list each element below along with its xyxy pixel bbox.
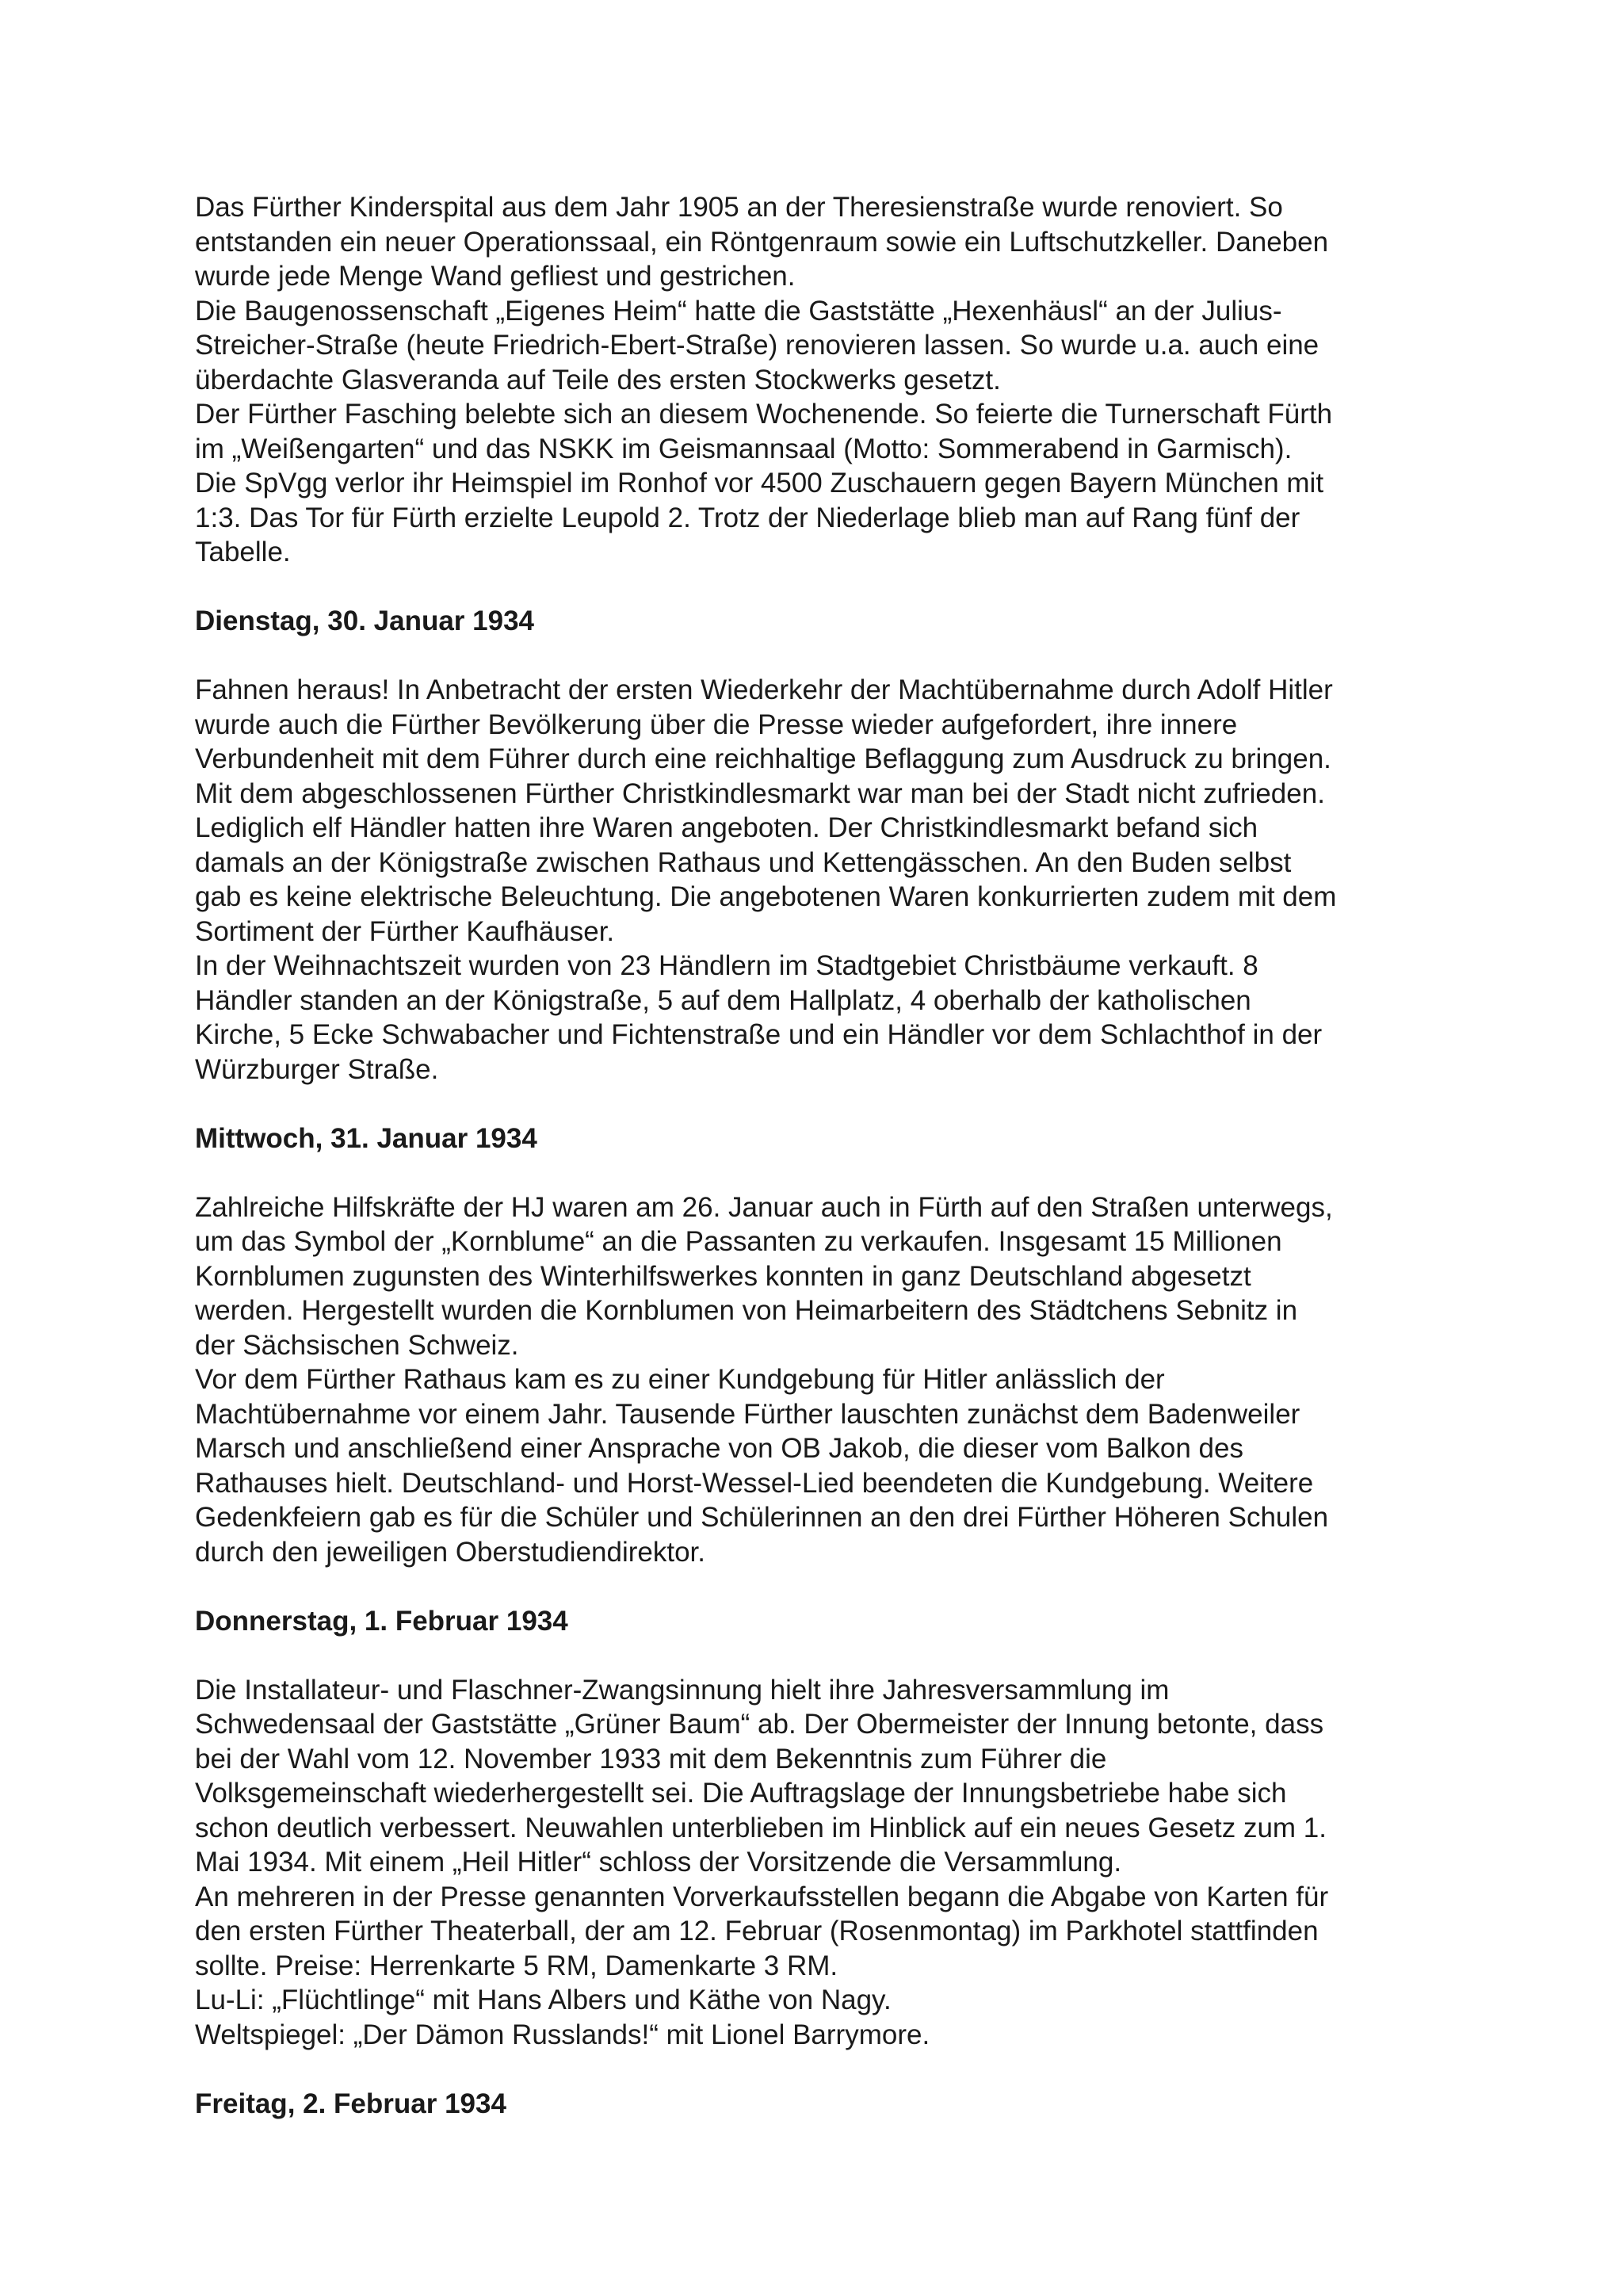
date-heading: Mittwoch, 31. Januar 1934 — [195, 1122, 537, 1154]
section-intro — [195, 190, 1447, 570]
paragraph: Das Fürther Kinderspital aus dem Jahr 1905 an der Theresienstraße wurde renoviert. So entstanden ein neuer Operationssaal, ein Röntgenraum sowie ein Luftschutzkeller. Daneben wurde jede Menge Wand gefliest und gestrichen. — [195, 192, 1329, 292]
section-freitag-2-februar — [195, 2087, 1447, 2122]
paragraph: Zahlreiche Hilfskräfte der HJ waren am 26. Januar auch in Fürth auf den Straßen unterwegs, um das Symbol der „Kornblume“ an die Passanten zu verkaufen. Insgesamt 15 Millionen Kornblumen zugunsten des Winterhilfswerkes konnten in ganz Deutschland abgesetzt werden. Hergestellt wurden die Kornblumen von Heimarbeitern des Städtchens Sebnitz in der Sächsischen Schweiz. — [195, 1191, 1333, 1361]
paragraph: Die Baugenossenschaft „Eigenes Heim“ hatte die Gaststätte „Hexenhäusl“ an der Julius- Streicher-Straße (heute Friedrich-Ebert-Straße) renovieren lassen. So wurde u.a. auch eine überdachte Glasveranda auf Teile des ersten Stockwerks gesetzt. — [195, 295, 1319, 395]
paragraph: Mit dem abgeschlossenen Fürther Christkindlesmarkt war man bei der Stadt nicht zufrieden. Lediglich elf Händler hatten ihre Waren angeboten. Der Christkindlesmarkt befand sich damals an der Königstraße zwischen Rathaus und Kettengässchen. An den Buden selbst gab es keine elektrische Beleuchtung. Die angebotenen Waren konkurrierten zudem mit dem Sortiment der Fürther Kaufhäuser. — [195, 777, 1337, 947]
paragraph: Fahnen heraus! In Anbetracht der ersten Wiederkehr der Machtübernahme durch Adolf Hitler wurde auch die Fürther Bevölkerung über die Presse wieder aufgefordert, ihre innere Verbundenheit mit dem Führer durch eine reichhaltige Beflaggung zum Ausdruck zu bringen. — [195, 674, 1333, 774]
paragraph: Lu-Li: „Flüchtlinge“ mit Hans Albers und Käthe von Nagy. — [195, 1985, 892, 2015]
paragraph: Vor dem Fürther Rathaus kam es zu einer Kundgebung für Hitler anlässlich der Machtübernahme vor einem Jahr. Tausende Fürther lauschten zunächst dem Badenweiler Marsch und anschließend einer Ansprache von OB Jakob, die dieser vom Balkon des Rathauses hielt. Deutschland- und Horst-Wessel-Lied beendeten die Kundgebung. Weitere Gedenkfeiern gab es für die Schüler und Schülerinnen an den drei Fürther Höheren Schulen durch den jeweiligen Oberstudiendirektor. — [195, 1364, 1329, 1568]
section-mittwoch-31-januar — [195, 1121, 1447, 1570]
paragraph: Die Installateur- und Flaschner-Zwangsinnung hielt ihre Jahresversammlung im Schwedensaal der Gaststätte „Grüner Baum“ ab. Der Obermeister der Innung betonte, dass bei der Wahl vom 12. November 1933 mit dem Bekenntnis zum Führer die Volksgemeinschaft wiederhergestellt sei. Die Auftragslage der Innungsbetriebe habe sich schon deutlich verbessert. Neuwahlen unterblieben im Hinblick auf ein neues Gesetz zum 1. Mai 1934. Mit einem „Heil Hitler“ schloss der Vorsitzende die Versammlung. — [195, 1674, 1327, 1878]
section-dienstag-30-januar — [195, 604, 1447, 1087]
date-heading: Donnerstag, 1. Februar 1934 — [195, 1605, 568, 1637]
paragraph: An mehreren in der Presse genannten Vorverkaufsstellen begann die Abgabe von Karten für den ersten Fürther Theaterball, der am 12. Februar (Rosenmontag) im Parkhotel stattfinden sollte. Preise: Herrenkarte 5 RM, Damenkarte 3 RM. — [195, 1881, 1329, 1981]
document-page — [195, 190, 1447, 2156]
paragraph: Der Fürther Fasching belebte sich an diesem Wochenende. So feierte die Turnerschaft Fürth im „Weißengarten“ und das NSKK im Geismannsaal (Motto: Sommerabend in Garmisch). — [195, 399, 1333, 464]
paragraph: Weltspiegel: „Der Dämon Russlands!“ mit Lionel Barrymore. — [195, 2019, 930, 2050]
paragraph: Die SpVgg verlor ihr Heimspiel im Ronhof vor 4500 Zuschauern gegen Bayern München mit 1:3. Das Tor für Fürth erzielte Leupold 2. Trotz der Niederlage blieb man auf Rang fünf der Tabelle. — [195, 468, 1324, 567]
date-heading: Dienstag, 30. Januar 1934 — [195, 606, 534, 636]
date-heading: Freitag, 2. Februar 1934 — [195, 2088, 506, 2119]
paragraph: In der Weihnachtszeit wurden von 23 Händlern im Stadtgebiet Christbäume verkauft. 8 Händler standen an der Königstraße, 5 auf dem Hallplatz, 4 oberhalb der katholischen Kirche, 5 Ecke Schwabacher und Fichtenstraße und ein Händler vor dem Schlachthof in der Würzburger Straße. — [195, 950, 1323, 1085]
section-donnerstag-1-februar — [195, 1604, 1447, 2053]
